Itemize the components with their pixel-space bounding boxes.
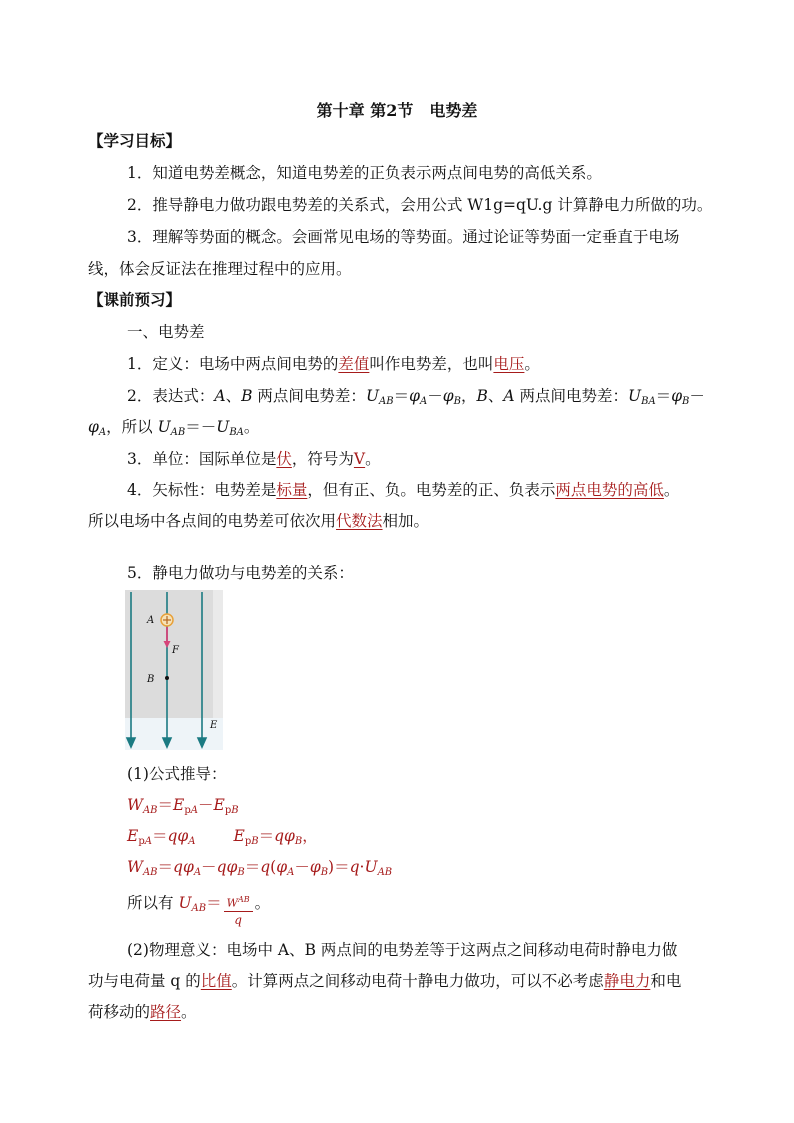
blank-answer: 标量 — [276, 481, 308, 499]
blank-answer: 电压 — [493, 355, 525, 373]
relation-line: 5．静电力做功与电势差的关系： — [127, 564, 354, 582]
expression-line-cont: $\varphi_A$，所以 $U_{AB}=-U_{BA}$。 — [88, 418, 260, 438]
point-b — [165, 676, 169, 680]
field-panel-edge — [213, 590, 223, 718]
definition-line: 1．定义：电场中两点间电势的差值叫作电势差，也叫电压。 — [127, 355, 540, 373]
meaning-line-3: 荷移动的路径。 — [88, 1003, 197, 1021]
expression-line: 2．表达式：A、B 两点间电势差：$U_{AB}=\varphi_A-\varphi_B$，B、A 两点间电势差：$U_{BA}=\varphi_B-$ — [127, 387, 705, 407]
blank-answer: 代数法 — [336, 512, 383, 530]
formula-4: 所以有 $U_{AB}=$ $\frac{W^{AB}}{q}$ 。 — [127, 894, 271, 927]
goal-item-3: 3．理解等势面的概念。会画常见电场的等势面。通过论证等势面一定垂直于电场 — [127, 228, 680, 246]
formula-1: $W_{AB}=E_{pA}-E_{pB}$ — [127, 796, 239, 816]
meaning-line: (2)物理意义：电场中 A、B 两点间的电势差等于这两点之间移动电荷时静电力做 — [127, 941, 678, 959]
blank-answer: 比值 — [200, 972, 232, 990]
blank-answer: 静电力 — [603, 972, 651, 990]
formula-3: $W_{AB}=q\varphi_A-q\varphi_B=q(\varphi_A-\varphi_B)=q\cdot U_{AB}$ — [127, 858, 393, 878]
goals-heading: 【学习目标】 — [88, 131, 182, 150]
label-a: A — [147, 615, 155, 626]
fraction: $\frac{W^{AB}}{q}$ — [224, 893, 253, 928]
section-title: 一、电势差 — [127, 323, 205, 341]
label-f: F — [172, 645, 179, 656]
derive-label: (1)公式推导： — [127, 765, 227, 783]
vector-line-cont: 所以电场中各点间的电势差可依次用代数法相加。 — [88, 512, 430, 530]
blank-answer: V — [353, 450, 366, 468]
field-panel-bottom — [125, 718, 223, 750]
goal-item-1: 1．知道电势差概念，知道电势差的正负表示两点间电势的高低关系。 — [127, 164, 602, 182]
goal-item-2: 2．推导静电力做功跟电势差的关系式，会用公式 W1g=qU.g 计算静电力所做的功。 — [127, 196, 713, 214]
blank-answer: 两点电势的高低 — [555, 481, 664, 499]
goal-item-3-cont: 线，体会反证法在推理过程中的应用。 — [88, 260, 352, 278]
preview-heading: 【课前预习】 — [88, 290, 182, 309]
page-title: 第十章 第2节 电势差 — [316, 101, 478, 120]
blank-answer: 路径 — [150, 1003, 182, 1021]
label-b: B — [147, 674, 155, 685]
meaning-line-2: 功与电荷量 q 的比值。计算两点之间移动电荷十静电力做功，可以不必考虑静电力和电 — [88, 972, 682, 990]
formula-2: $E_{pA}=q\varphi_A$ $E_{pB}=q\varphi_B$， — [127, 827, 318, 847]
electric-field-figure — [125, 590, 223, 750]
label-e: E — [210, 720, 218, 731]
blank-answer: 伏 — [276, 450, 292, 468]
blank-answer: 差值 — [338, 355, 370, 373]
unit-line: 3．单位：国际单位是伏，符号为V。 — [127, 450, 381, 468]
vector-line: 4．矢标性：电势差是标量，但有正、负。电势差的正、负表示两点电势的高低。 — [127, 481, 680, 499]
